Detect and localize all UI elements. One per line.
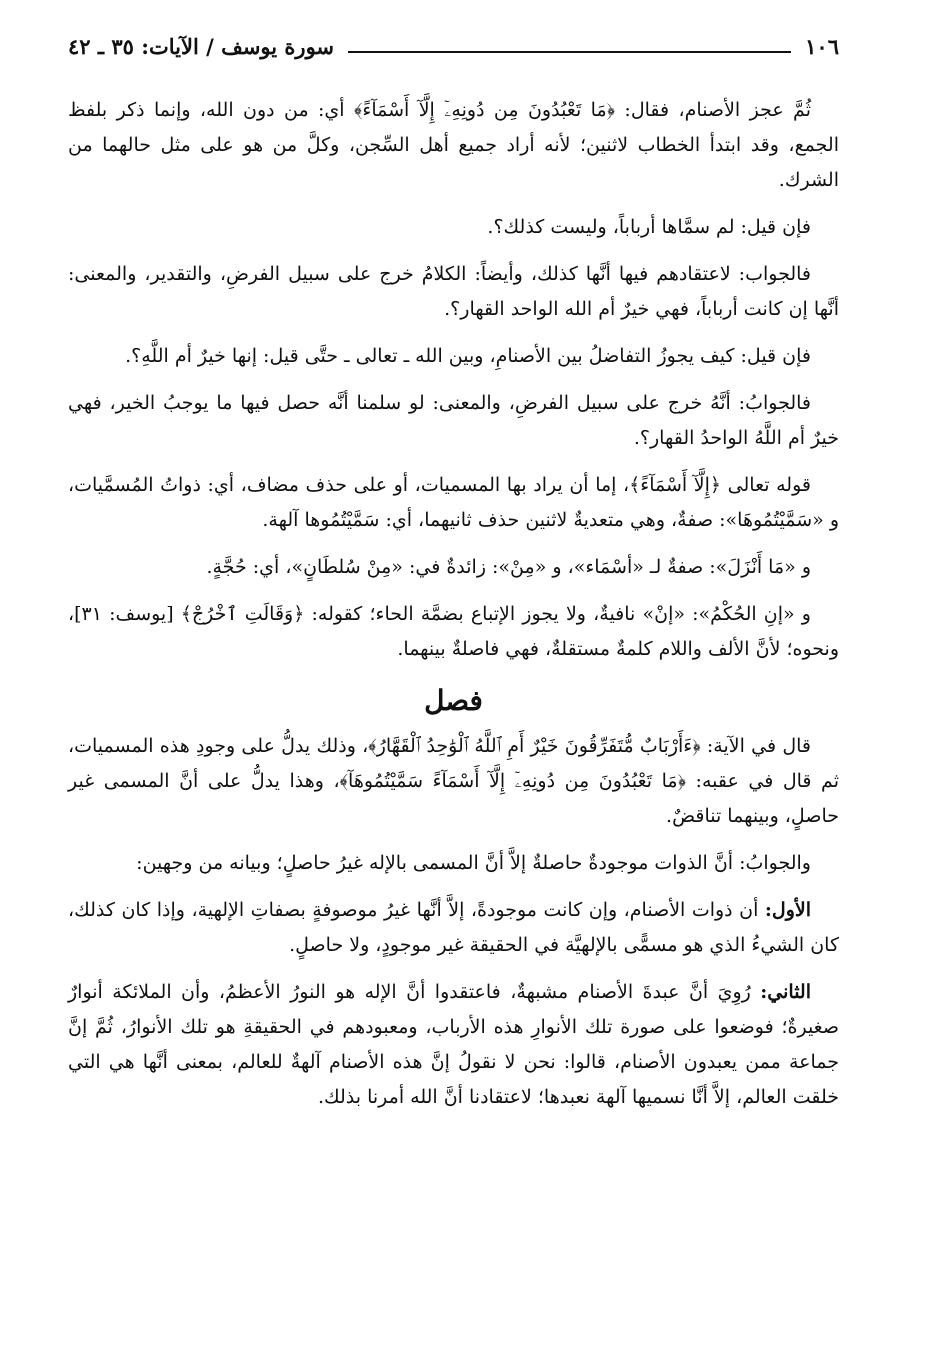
paragraph: فالجوابُ: أنَّهُ خرج على سبيل الفرضِ، والمعنى: لو سلمنا أنَّه حصل فيها ما يوجبُ الخير، فهي خيرٌ أم اللَّهُ الواحدُ القهار؟. — [68, 392, 839, 449]
section-paragraph — [68, 846, 839, 881]
paragraph: ثُمَّ عجز الأصنام، فقال: ﴿مَا تَعْبُدُونَ مِن دُونِهِۦٓ إِلَّآ أَسْمَآءً﴾ أي: من دون الله، وإنما ذكر بلفظ الجمع، وقد ابتدأ الخطاب لاثنين؛ لأنه أراد جميع أهل السِّجن، وكلَّ من هو على مثل حالهما من الشرك. — [68, 99, 839, 191]
paragraph: فإن قيل: كيف يجوزُ التفاضلُ بين الأصنامِ، وبين الله ـ تعالى ـ حتَّى قيل: إنها خيرٌ أم اللَّهِ؟. — [125, 345, 811, 367]
section-title: فصل — [424, 684, 483, 717]
paragraph-text: رُوِيَ أنَّ عبدةَ الأصنام مشبهةٌ، فاعتقدوا أنَّ الإله هو النورُ الأعظمُ، وأن الملائكة أنوارٌ صغيرةٌ؛ فوضعوا على صورة تلك الأنوارِ هذه الأرباب، ومعبودهم في الحقيقةِ هو تلك الأنوارُ، ثُمَّ إنَّ جماعة ممن يعبدون الأصنام، قالوا: نحن لا نقولُ إنَّ هذه الأصنام آلهةٌ للعالم، بمعنى أنَّها هي التي خلقت العالم، إلاَّ أنَّا نسميها آلهة نعبدها؛ لاعتقادنا أنَّ الله أمرنا بذلك. — [68, 981, 839, 1108]
header-rule — [348, 51, 791, 53]
section-paragraph — [68, 975, 839, 1115]
paragraph-lead: الأول: — [764, 899, 811, 921]
paragraph: قوله تعالى ﴿إِلَّآ أَسْمَآءً﴾، إما أن يراد بها المسميات، أو على حذف مضاف، أي: ذواتُ المُسمَّيات، و «سَمَّيْتُمُوهَا»: صفةٌ، وهي متعديةٌ لاثنين حذف ثانيهما، أي: سَمَّيْتُمُوها آلهة. — [68, 474, 839, 531]
paragraph-text: أن ذوات الأصنام، وإن كانت موجودةً، إلاَّ أنَّها غيرُ موصوفةٍ بصفاتِ الإلهية، وإذا كان كذلك، كان الشيءُ الذي هو مسمًّى بالإلهيَّة في الحقيقة غير موجودٍ، ولا حاصلٍ. — [68, 899, 839, 956]
running-header — [68, 36, 839, 63]
paragraph-text: والجوابُ: أنَّ الذوات موجودةٌ حاصلةٌ إلاَّ أنَّ المسمى بالإله غيرُ حاصلٍ؛ وبيانه من وجهين: — [136, 852, 811, 874]
paragraph: فالجواب: لاعتقادهم فيها أنَّها كذلك، وأيضاً: الكلامُ خرج على سبيل الفرضِ، والتقدير، والمعنى: أنَّها إن كانت أرباباً، فهي خيرٌ أم الله الواحد القهار؟. — [68, 263, 839, 320]
paragraph-lead: الثاني: — [760, 981, 811, 1003]
paragraph: و «إنِ الحُكْمُ»: «إنْ» نافيةٌ، ولا يجوز الإتباع بضمَّة الحاء؛ كقوله: ﴿وَقَالَتِ ٱخْرُجْ﴾ [يوسف: ٣١]، ونحوه؛ لأنَّ الألف واللام كلمةٌ مستقلةٌ، فهي فاصلةٌ بينهما. — [68, 603, 839, 660]
header-title: سورة يوسف / الآيات: ٣٥ ـ ٤٢ — [68, 34, 335, 59]
paragraph-text: قال في الآية: ﴿ءَأَرْبَابٌ مُّتَفَرِّقُونَ خَيْرٌ أَمِ ٱللَّهُ ٱلْوَٰحِدُ ٱلْقَهَّارُ﴾، وذلك يدلُّ على وجودِ هذه المسميات، ثم قال في عقبه: ﴿مَا تَعْبُدُونَ مِن دُونِهِۦٓ إِلَّآ أَسْمَآءً سَمَّيْتُمُوهَآ﴾، وهذا يدلُّ على أنَّ المسمى غير حاصلٍ، وبينهما تناقضٌ. — [68, 735, 839, 827]
page-number: ١٠٦ — [805, 34, 839, 59]
section-paragraph — [68, 729, 839, 834]
paragraph: فإن قيل: لم سمَّاها أرباباً، وليست كذلك؟. — [487, 216, 811, 238]
paragraph: و «مَا أَنْزَلَ»: صفةٌ لـ «أسْمَاء»، و «مِنْ»: زائدةٌ في: «مِنْ سُلطَانٍ»، أي: حُجَّةٍ. — [206, 556, 811, 578]
section-paragraph — [68, 893, 839, 963]
